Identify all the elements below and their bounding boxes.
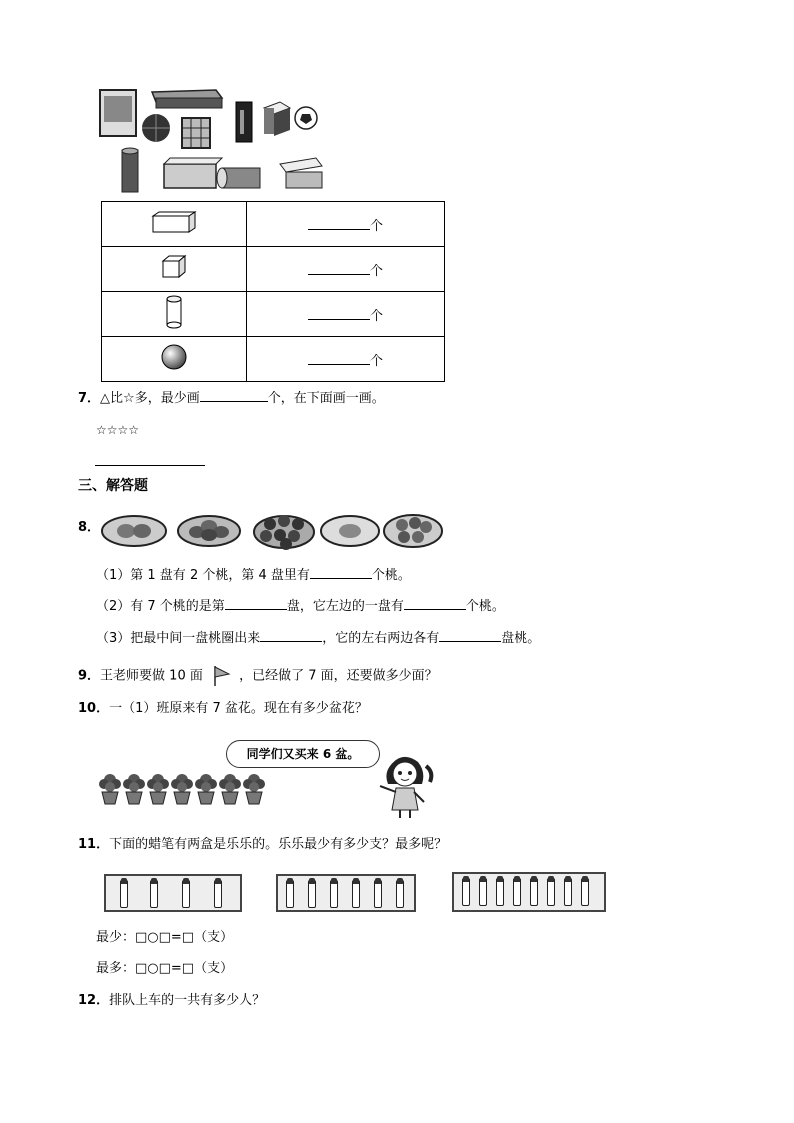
- speech-bubble: 同学们又买来 6 盆。: [226, 740, 380, 768]
- unit-label: 个: [369, 263, 383, 279]
- question-text: 盘，它左边的一盘有: [286, 599, 404, 614]
- max-equation[interactable]: 最多：□○□=□（支）: [96, 961, 234, 976]
- answer-blank[interactable]: [260, 628, 322, 642]
- question-text: 王老师要做 10 面: [100, 668, 203, 684]
- question-number: 10．: [78, 701, 110, 716]
- question-text: （1）第 1 盘有 2 个桃，第 4 盘里有: [96, 568, 310, 583]
- answer-blank[interactable]: [439, 628, 501, 642]
- crayon-box: [104, 874, 242, 912]
- question-text: ，它的左右两边各有: [322, 631, 440, 646]
- table-row: [102, 292, 445, 337]
- question-12: [78, 992, 265, 1010]
- peach-plates-picture: [100, 510, 445, 552]
- question-text: 盘桃。: [501, 631, 541, 646]
- question-number: 9．: [78, 668, 101, 684]
- question-7: [78, 388, 385, 408]
- count-cell[interactable]: [247, 247, 445, 292]
- cylinder-icon: [102, 292, 247, 337]
- count-cell[interactable]: [247, 202, 445, 247]
- unit-label: 个: [369, 353, 383, 369]
- count-cell[interactable]: [247, 292, 445, 337]
- unit-label: 个: [369, 308, 383, 324]
- question-number: 8．: [78, 520, 101, 535]
- question-text: 下面的蜡笔有两盒是乐乐的。乐乐最少有多少支？最多呢？: [109, 837, 448, 852]
- answer-blank[interactable]: [308, 261, 370, 275]
- question-text: 一（1）班原来有 7 盆花。现在有多少盆花？: [109, 701, 368, 716]
- question-text: ，已经做了 7 面，还要做多少面？: [239, 668, 438, 684]
- question-8-part-3: [96, 628, 540, 648]
- question-text: 个桃。: [465, 599, 505, 614]
- stars-row: ☆☆☆☆: [96, 423, 140, 437]
- question-8-part-1: [96, 565, 411, 585]
- cuboid-icon: [102, 202, 247, 247]
- question-10: [78, 700, 368, 718]
- count-cell[interactable]: [247, 337, 445, 382]
- crayon-box: [276, 874, 416, 912]
- answer-blank[interactable]: [225, 596, 287, 610]
- table-row: [102, 202, 445, 247]
- question-number: 11．: [78, 837, 110, 852]
- girl-picture: [372, 748, 438, 820]
- question-text: 个桃。: [371, 568, 411, 583]
- answer-blank[interactable]: [310, 565, 372, 579]
- answer-blank[interactable]: [200, 388, 268, 402]
- question-number: 7．: [78, 391, 101, 406]
- question-text: △比☆多，最少画: [100, 391, 200, 406]
- answer-blank[interactable]: [308, 216, 370, 230]
- answer-blank[interactable]: [308, 306, 370, 320]
- flower-pots-picture: [96, 770, 271, 808]
- table-row: [102, 337, 445, 382]
- question-8-part-2: [96, 596, 505, 616]
- sphere-icon: [102, 337, 247, 382]
- min-equation[interactable]: 最少：□○□=□（支）: [96, 930, 234, 945]
- crayon-box: [452, 872, 606, 912]
- question-text: 个，在下面画一画。: [267, 391, 385, 406]
- product-pictures: [96, 86, 326, 196]
- shape-count-table: [101, 201, 445, 382]
- section-title: 三、解答题: [78, 478, 148, 494]
- question-text: 排队上车的一共有多少人？: [109, 993, 266, 1008]
- drawing-line[interactable]: [95, 465, 205, 466]
- answer-blank[interactable]: [308, 351, 370, 365]
- cube-icon: [102, 247, 247, 292]
- question-text: （2）有 7 个桃的是第: [96, 599, 225, 614]
- flag-icon: [209, 664, 233, 688]
- question-number: 12．: [78, 993, 110, 1008]
- answer-blank[interactable]: [404, 596, 466, 610]
- table-row: [102, 247, 445, 292]
- unit-label: 个: [369, 218, 383, 234]
- question-text: （3）把最中间一盘桃圈出来: [96, 631, 261, 646]
- question-9: [78, 664, 438, 688]
- question-11: [78, 836, 447, 854]
